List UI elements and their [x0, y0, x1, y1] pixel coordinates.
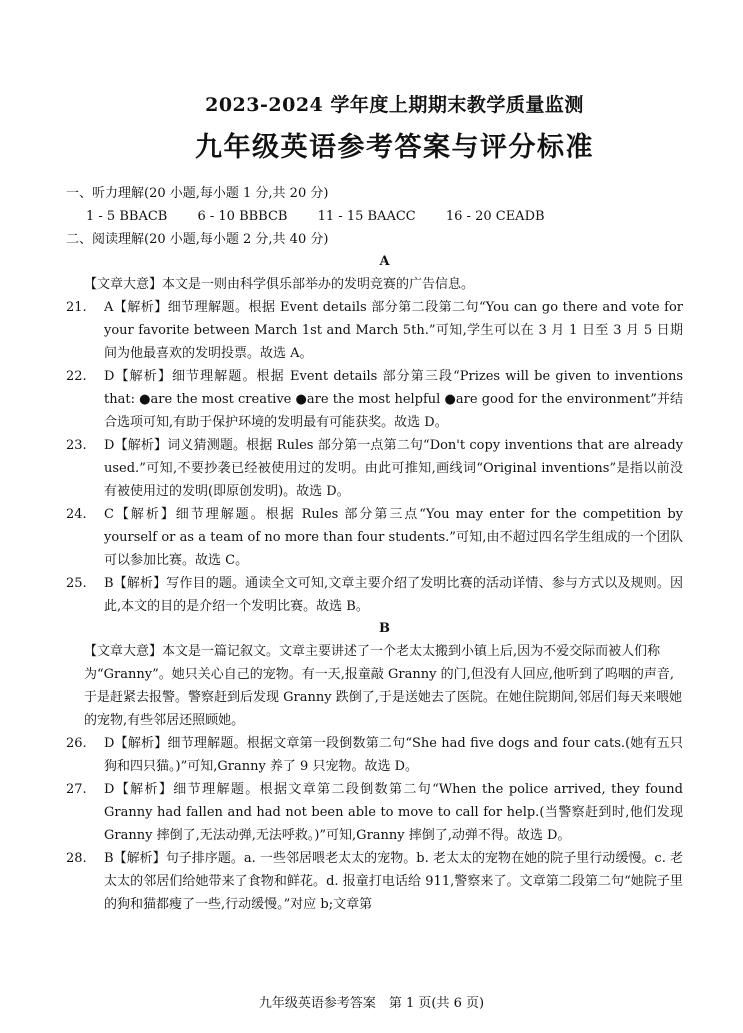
item-number: 23. [66, 438, 87, 453]
item-explanation: B【解析】句子排序题。a. 一些邻居喂老太太的宠物。b. 老太太的宠物在她的院子里行动缓慢。c. 老太太的邻居们给她带来了食物和鲜花。d. 报童打电话给 911,警察来了。文章第二段第二句“她院子里的狗和猫都瘦了一些,行动缓慢。”对应 b;文章第 [104, 851, 683, 912]
item-explanation: D【解析】细节理解题。根据文章第一段倒数第二句“She had five dogs and four cats.(她有五只狗和四只猫。)”可知,Granny 养了 9 只宠物。故选 D。 [104, 736, 683, 774]
answer-item [66, 503, 683, 572]
item-explanation: D【解析】细节理解题。根据 Event details 部分第三段“Prizes will be given to inventions that: ●are the most creative ●are the most helpful ●are good for the environment”并结合选项可知,有助于保护环境的发明最有可能获奖。故选 D。 [104, 369, 683, 430]
exam-title: 2023-2024 学年度上期期末教学质量监测 [205, 94, 584, 116]
item-explanation: B【解析】写作目的题。通读全文可知,文章主要介绍了发明比赛的活动详情、参与方式以及规则。因此,本文的目的是介绍一个发明比赛。故选 B。 [104, 576, 683, 614]
page-footer: 九年级英语参考答案 第 1 页(共 6 页) [258, 996, 485, 1011]
answer-item [66, 572, 683, 618]
item-explanation: A【解析】细节理解题。根据 Event details 部分第二段第二句“You can go there and vote for your favorite between March 1st and March 5th.”可知,学生可以在 3 月 1 日至 3 月 5 日期间为他最喜欢的发明投票。故选 A。 [104, 300, 683, 361]
item-number: 27. [66, 782, 87, 797]
item-explanation: C【解析】细节理解题。根据 Rules 部分第三点“You may enter for the competition by yourself or as a team of no more than four students.”可知,由不超过四名学生组成的一个团队可以参加比赛。故选 C。 [104, 507, 683, 568]
part-a-label: A [379, 254, 390, 269]
item-number: 24. [66, 507, 87, 522]
part-a-summary: 【文章大意】本文是一则由科学俱乐部举办的发明竞赛的广告信息。 [84, 277, 475, 292]
listening-answers [86, 205, 683, 228]
answer-item [66, 365, 683, 434]
item-number: 22. [66, 369, 87, 384]
section-reading-heading: 二、阅读理解(20 小题,每小题 2 分,共 40 分) [66, 232, 329, 247]
item-explanation: D【解析】词义猜测题。根据 Rules 部分第一点第二句“Don't copy inventions that are already used.”可知,不要抄袭已经被使用过的发明。由此可推知,画线词“Original inventions”是指以前没有被使用过的发明(即原创发明)。故选 D。 [104, 438, 683, 499]
answer-item [66, 434, 683, 503]
answer-group: 6 - 10 BBBCB [197, 209, 288, 224]
part-b-summary: 【文章大意】本文是一篇记叙文。文章主要讲述了一个老太太搬到小镇上后,因为不爱交际而被人们称为“Granny”。她只关心自己的宠物。有一天,报童敲 Granny 的门,但没有人回应,他听到了呜咽的声音,于是赶紧去报警。警察赶到后发现 Granny 跌倒了,于是送她去了医院。在她住院期间,邻居们每天来喂她的宠物,有些邻居还照顾她。 [84, 644, 682, 728]
document-title: 九年级英语参考答案与评分标准 [195, 132, 594, 163]
answer-group: 16 - 20 CEADB [445, 209, 545, 224]
answer-item [66, 778, 683, 847]
answer-group: 1 - 5 BBACB [86, 209, 168, 224]
section-listening-heading: 一、听力理解(20 小题,每小题 1 分,共 20 分) [66, 186, 329, 201]
item-number: 21. [66, 300, 87, 315]
answer-group: 11 - 15 BAACC [317, 209, 416, 224]
item-number: 28. [66, 851, 87, 866]
item-number: 26. [66, 736, 87, 751]
answer-item [66, 847, 683, 916]
part-b-label: B [379, 621, 390, 636]
item-explanation: D【解析】细节理解题。根据文章第二段倒数第二句“When the police arrived, they found Granny had fallen and had not been able to move to call for help.(当警察赶到时,他们发现 Granny 摔倒了,无法动弹,无法呼救。)”可知,Granny 摔倒了,动弹不得。故选 D。 [104, 782, 683, 843]
answer-item [66, 296, 683, 365]
item-number: 25. [66, 576, 87, 591]
answer-item [66, 732, 683, 778]
